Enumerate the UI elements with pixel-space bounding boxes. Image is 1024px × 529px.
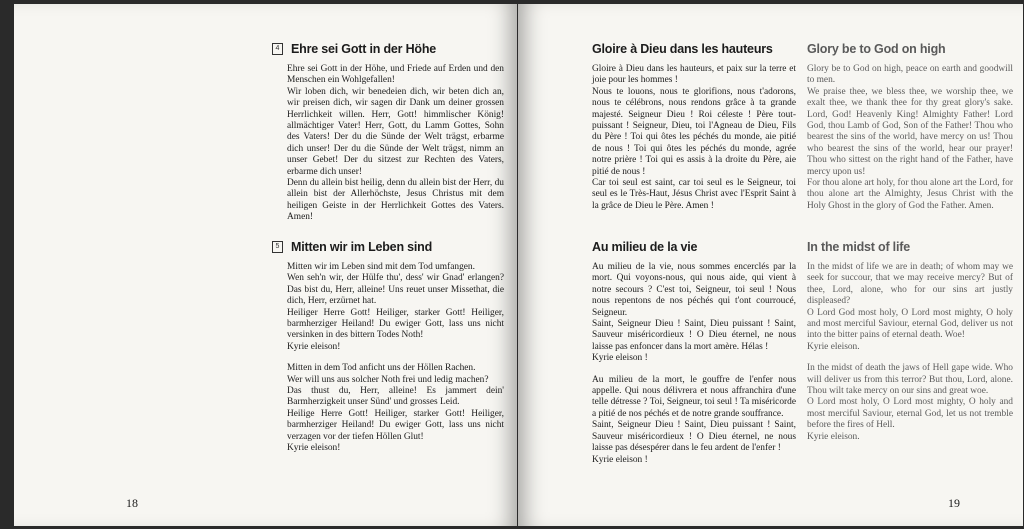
paragraph: Wir loben dich, wir benedeien dich, wir beten dich an, wir preisen dich, wir sagen dir Dank um deiner grossen Herrlichkeit willen. Herr, Gott! himmlischer König! allmächtiger Vater! Herr, Gott, du Lamm Gottes, Sohn des Vaters! Der du die Sünde der Welt trägst, erbarme dich unser! Der du die Sünde der Welt trägst, nimm an unser Gebet! Der du sitzest zur Rechten des Vaters, erbarme dich unser! xyxy=(287,86,504,177)
section-text xyxy=(592,64,796,212)
section-glory-be-to-god xyxy=(807,42,1013,212)
line: Au milieu de la vie, nous sommes encerclés par la mort. Qui voyons-nous, qui nous aide, qui vient à notre secours ? C'est toi, Seigneur, toi seul ! Nous nous repentons de nos péchés qui t'ont courroucé, Seigneur. xyxy=(592,262,796,318)
line: In the midst of life we are in death; of whom may we seek for succour, that we may receive mercy? But of thee, Lord, alone, who for our sins art justly displeased? xyxy=(807,262,1013,307)
line: Heiliger Herre Gott! Heiliger, starker Gott! Heiliger, barmherziger Heiland! Du ewiger Gott, lass uns nicht versinken in des bittern Todes Noth! xyxy=(287,307,504,341)
section-text xyxy=(807,262,1013,443)
line: Wen seh'n wir, der Hülfe thu', dess' wir Gnad' erlangen? Das bist du, Herr, alleine! Uns reuet unser Missethat, die dich, Herr, erzürnet hat. xyxy=(287,273,504,307)
line: Kyrie eleison! xyxy=(287,341,341,352)
section-title: Gloire à Dieu dans les hauteurs xyxy=(592,42,773,56)
section-header xyxy=(592,240,796,254)
line: Heilige Herre Gott! Heiliger, starker Gott! Heiliger, barmherziger Heiland! Du ewiger Gott, lass uns nicht verzagen vor der tiefen Höllen Glut! xyxy=(287,408,504,442)
section-header xyxy=(807,42,1013,56)
paragraph: Glory be to God on high, peace on earth and goodwill to men. xyxy=(807,64,1013,86)
section-header xyxy=(272,42,504,56)
paragraph: Ehre sei Gott in der Höhe, und Friede auf Erden und den Menschen ein Wohlgefallen! xyxy=(287,64,504,86)
line: Kyrie eleison ! xyxy=(592,353,648,364)
section-title: Au milieu de la vie xyxy=(592,240,698,254)
section-mitten-wir xyxy=(272,240,504,455)
section-title: Mitten wir im Leben sind xyxy=(291,240,433,254)
page-number: 19 xyxy=(948,496,960,510)
section-text xyxy=(272,64,504,224)
right-page xyxy=(518,4,1023,526)
page-number: 18 xyxy=(126,496,138,510)
line: Kyrie eleison! xyxy=(287,443,341,454)
line: Au milieu de la mort, le gouffre de l'enfer nous appelle. Qui nous délivrera et nous affranchira d'une telle détresse ? Toi, Seigneur, toi seul ! Ta miséricorde a pitié de nos péchés et de notre grande souffrance. xyxy=(592,374,796,419)
line: Das thust du, Herr, alleine! Es jammert dein' Barmherzigkeit unser Sünd' und grosses Leid. xyxy=(287,386,504,408)
section-title: Glory be to God on high xyxy=(807,42,946,56)
section-au-milieu xyxy=(592,240,796,466)
paragraph: Car toi seul est saint, car toi seul es le Seigneur, toi seul es le Très-Haut, Jésus Christ avec l'Esprit Saint à la grâce de Dieu le Père. Amen ! xyxy=(592,178,796,211)
line: Wer will uns aus solcher Noth frei und ledig machen? xyxy=(287,374,489,385)
line: Kyrie eleison. xyxy=(807,341,860,352)
line: In the midst of death the jaws of Hell gape wide. Who will deliver us from this terror? But thou, Lord, alone. Thou wilt take mercy on our sins and great woe. xyxy=(807,363,1013,397)
line: Kyrie eleison ! xyxy=(592,454,648,465)
left-page xyxy=(14,4,517,526)
section-text xyxy=(592,262,796,466)
paragraph: Gloire à Dieu dans les hauteurs, et paix sur la terre et joie pour les hommes ! xyxy=(592,64,796,86)
line: Kyrie eleison. xyxy=(807,431,860,442)
section-title: In the midst of life xyxy=(807,240,910,254)
line: O Lord most holy, O Lord most mighty, O holy and most merciful Saviour, eternal God, let us not tremble before the fires of Hell. xyxy=(807,397,1013,431)
section-gloire-a-dieu xyxy=(592,42,796,212)
section-header xyxy=(272,240,504,254)
section-header xyxy=(592,42,796,56)
section-header xyxy=(807,240,1013,254)
section-text xyxy=(272,262,504,455)
line: Mitten wir im Leben sind mit dem Tod umfangen. xyxy=(287,262,475,272)
section-in-the-midst xyxy=(807,240,1013,443)
track-number-box: 5 xyxy=(272,241,283,253)
line: O Lord God most holy, O Lord most mighty, O holy and most merciful Saviour, eternal God, deliver us not into the bitter pains of eternal death. Woe! xyxy=(807,307,1013,341)
section-title: Ehre sei Gott in der Höhe xyxy=(291,42,437,56)
line: Mitten in dem Tod anficht uns der Höllen Rachen. xyxy=(287,363,476,374)
line: Saint, Seigneur Dieu ! Saint, Dieu puissant ! Saint, Sauveur miséricordieux ! O Dieu éternel, ne nous laisse pas enfoncer dans la mort amère. Hélas ! xyxy=(592,319,796,352)
track-number-box: 4 xyxy=(272,43,283,55)
paragraph: For thou alone art holy, for thou alone art the Lord, for thou alone art the Almighty, Jesus Christ with the Holy Ghost in the glory of God the Father. Amen. xyxy=(807,178,1013,211)
section-text xyxy=(807,64,1013,212)
paragraph: We praise thee, we bless thee, we worship thee, we exalt thee, we thank thee for thy great glory's sake. Lord, God! Heavenly King! Almighty Father! Lord God, thou Lamb of God, Son of the Father! Thou who bearest the sins of the world, have mercy on us! Thou who bearest the sins of the world, hear our prayer! Thou who sittest on the right hand of the Father, have mercy upon us! xyxy=(807,86,1013,177)
paragraph: Denn du allein bist heilig, denn du allein bist der Herr, du allein bist der Allerhöchste, Jesus Christus mit dem heiligen Geiste in der Herrlichkeit Gottes des Vaters. Amen! xyxy=(287,178,504,223)
paragraph: Nous te louons, nous te glorifions, nous t'adorons, nous te célébrons, nous rendons grâce à ta grande majesté. Seigneur Dieu ! Roi céleste ! Père tout-puissant ! Seigneur, Dieu, toi l'Agneau de Dieu, Fils du Père ! Toi qui ôtes les péchés du monde, aie pitié de nous ! Toi qui ôtes les péchés du monde, agrée notre prière ! Toi qui es assis à la droite du Père, aie pitié de nous ! xyxy=(592,86,796,177)
line: Saint, Seigneur Dieu ! Saint, Dieu puissant ! Saint, Sauveur miséricordieux ! O Dieu éternel, ne nous laisse pas désespérer dans le feu ardent de l'enfer ! xyxy=(592,420,796,454)
section-ehre-sei-gott xyxy=(272,42,504,224)
